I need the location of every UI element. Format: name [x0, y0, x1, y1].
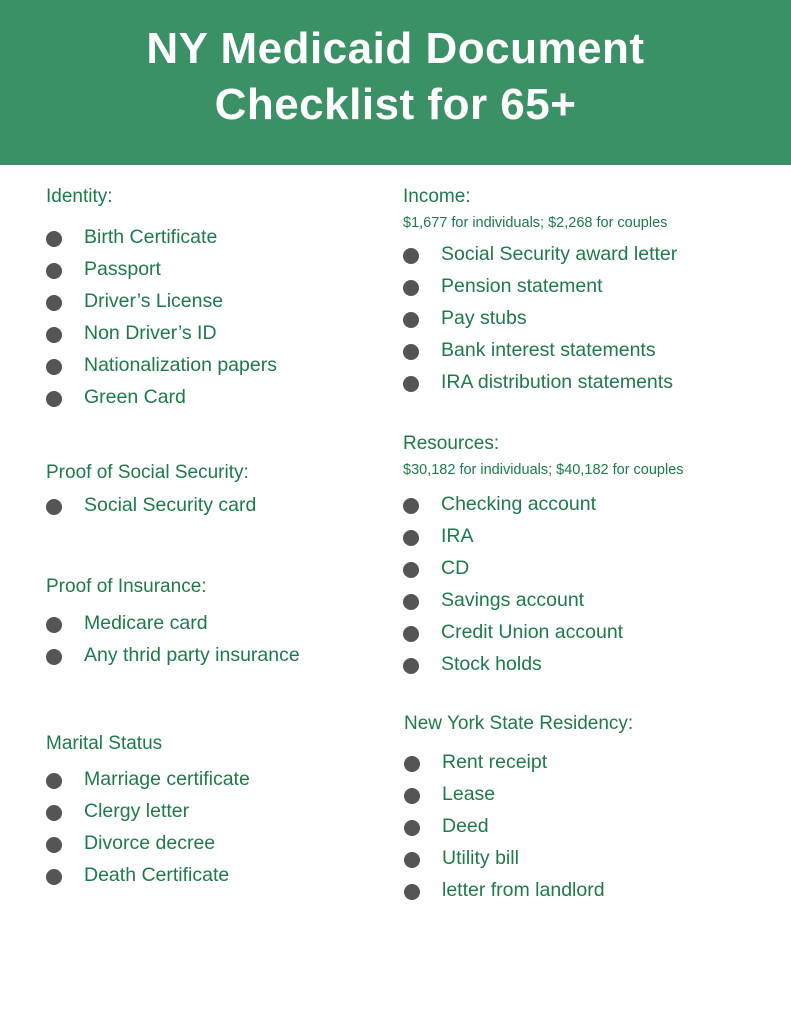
bullet-icon: [404, 788, 420, 804]
section-heading: New York State Residency:: [404, 713, 634, 734]
bullet-icon: [403, 498, 419, 514]
insurance-section: [46, 575, 300, 673]
section-heading: Marital Status: [46, 733, 163, 754]
list-item: Medicare card: [46, 609, 207, 641]
list-item: Passport: [46, 255, 113, 287]
list-item: Rent receipt: [404, 748, 633, 780]
bullet-icon: [404, 852, 420, 868]
list-item: Driver’s License: [46, 287, 113, 319]
bullet-icon: [403, 594, 419, 610]
list-item: Social Security award letter: [403, 240, 667, 272]
section-heading: Identity:: [46, 186, 113, 207]
bullet-icon: [403, 530, 419, 546]
list-item: Non Driver’s ID: [46, 319, 113, 351]
bullet-icon: [46, 617, 62, 633]
list-item: Social Security card: [46, 491, 249, 523]
resources-section: [403, 432, 684, 682]
bullet-icon: [403, 658, 419, 674]
bullet-icon: [46, 359, 62, 375]
bullet-icon: [46, 499, 62, 515]
list-item: Birth Certificate: [46, 223, 113, 255]
bullet-icon: [404, 884, 420, 900]
bullet-icon: [403, 248, 419, 264]
bullet-icon: [46, 327, 62, 343]
residency-list: [404, 748, 633, 908]
insurance-list: [46, 609, 300, 673]
list-item: Credit Union account: [403, 618, 684, 650]
marital-list: [46, 765, 250, 893]
section-heading: Proof of Social Security:: [46, 462, 249, 483]
list-item: Green Card: [46, 383, 113, 415]
marital-section: [46, 732, 250, 893]
list-item: CD: [403, 554, 684, 586]
social-security-list: [46, 491, 257, 523]
section-heading: Resources:: [403, 433, 500, 454]
list-item: IRA: [403, 522, 684, 554]
list-item: Bank interest statements: [403, 336, 667, 368]
bullet-icon: [403, 376, 419, 392]
list-item: Lease: [404, 780, 633, 812]
list-item: Stock holds: [403, 650, 684, 682]
list-item: Deed: [404, 812, 633, 844]
header-banner: [0, 0, 791, 165]
list-item: Savings account: [403, 586, 684, 618]
bullet-icon: [403, 562, 419, 578]
bullet-icon: [403, 344, 419, 360]
identity-list: [46, 223, 277, 415]
social-security-section: [46, 461, 257, 523]
resources-limit-note: $30,182 for individuals; $40,182 for couples: [403, 462, 684, 478]
bullet-icon: [46, 263, 62, 279]
list-item: Any thrid party insurance: [46, 641, 207, 673]
list-item: IRA distribution statements: [403, 368, 667, 400]
bullet-icon: [46, 805, 62, 821]
bullet-icon: [46, 773, 62, 789]
bullet-icon: [403, 280, 419, 296]
list-item: Utility bill: [404, 844, 633, 876]
list-item: Clergy letter: [46, 797, 162, 829]
bullet-icon: [404, 756, 420, 772]
page-title-line-2: Checklist for 65+: [214, 80, 577, 129]
bullet-icon: [46, 391, 62, 407]
list-item: letter from landlord: [404, 876, 633, 908]
list-item: Pension statement: [403, 272, 667, 304]
income-section: [403, 185, 678, 400]
list-item: Pay stubs: [403, 304, 667, 336]
bullet-icon: [403, 312, 419, 328]
bullet-icon: [404, 820, 420, 836]
income-list: [403, 240, 678, 400]
bullet-icon: [403, 626, 419, 642]
list-item: Nationalization papers: [46, 351, 113, 383]
section-heading: Income:: [403, 186, 471, 207]
section-heading: Proof of Insurance:: [46, 576, 207, 597]
page-title-line-1: NY Medicaid Document: [146, 24, 645, 73]
bullet-icon: [46, 649, 62, 665]
bullet-icon: [46, 295, 62, 311]
bullet-icon: [46, 231, 62, 247]
list-item: Divorce decree: [46, 829, 162, 861]
list-item: Checking account: [403, 490, 684, 522]
identity-section: [46, 185, 277, 415]
bullet-icon: [46, 837, 62, 853]
bullet-icon: [46, 869, 62, 885]
list-item: Marriage certificate: [46, 765, 162, 797]
income-limit-note: $1,677 for individuals; $2,268 for couples: [403, 215, 668, 231]
resources-list: [403, 490, 684, 682]
residency-section: [404, 712, 633, 908]
list-item: Death Certificate: [46, 861, 162, 893]
